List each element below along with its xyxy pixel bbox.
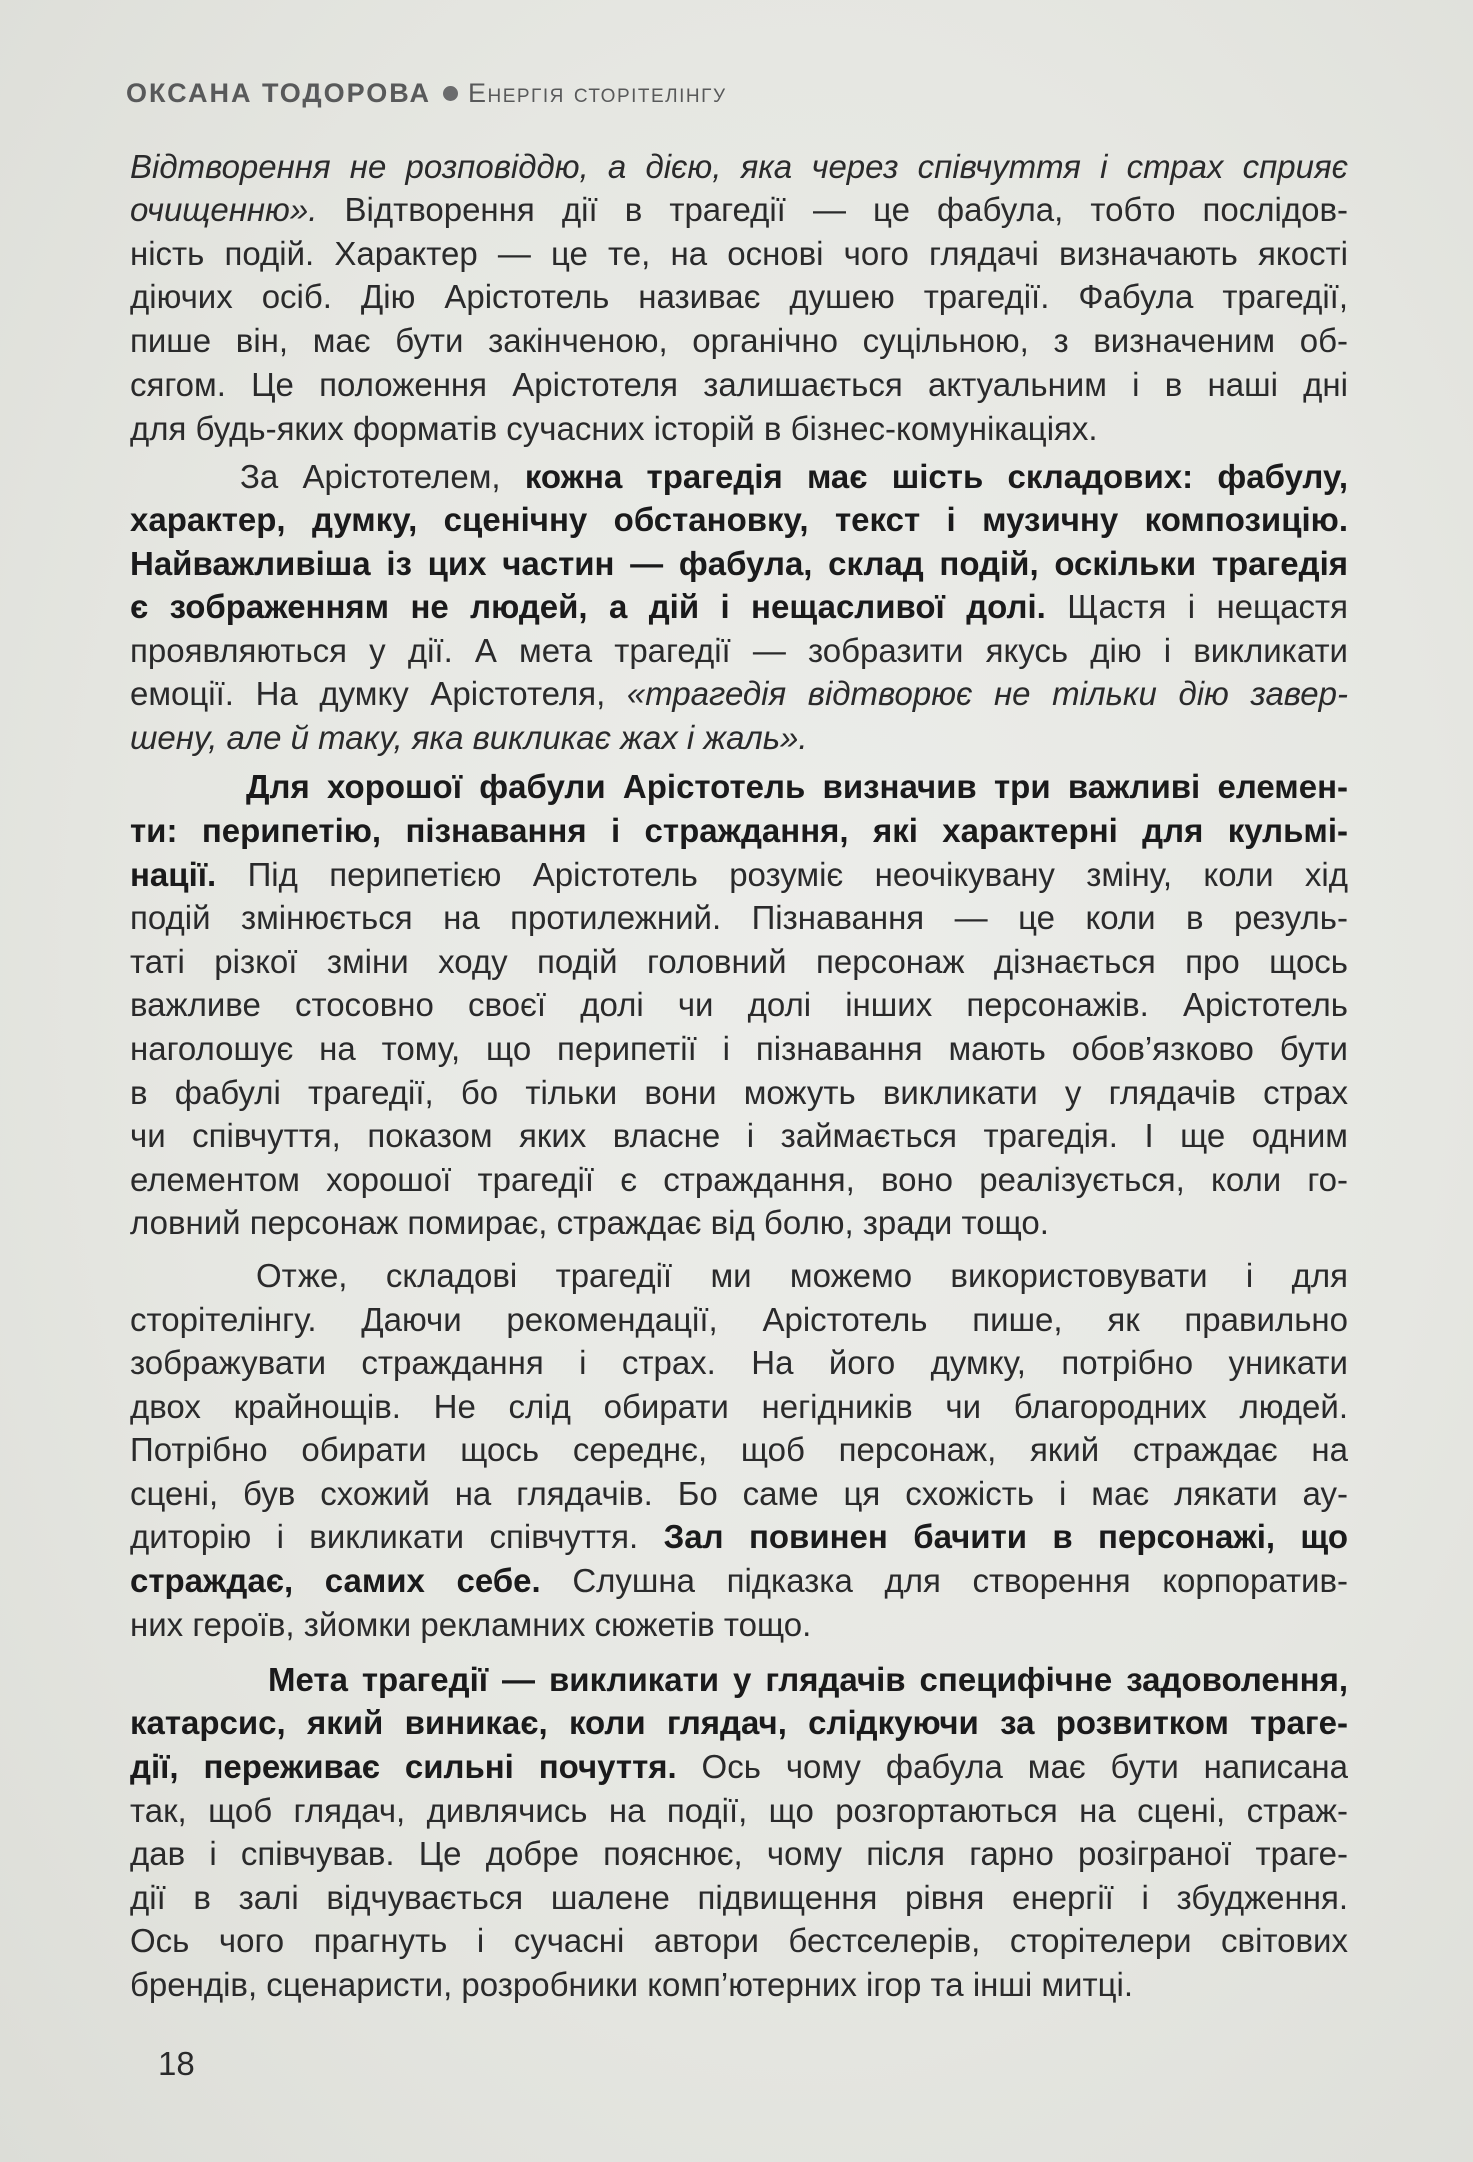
text-line [130,984,1348,1026]
text-line [130,1159,1348,1201]
text-run: емоції. На думку Арістотеля, [130,675,627,712]
text-line [130,543,1348,585]
text-run: для будь-яких форматів сучасних історій в бізнес-комунікаціях. [130,410,1098,447]
text-line [130,320,1348,362]
text-line [130,854,1348,896]
bold-text: є зображенням не людей, а дій і нещасливої долі. [130,588,1046,625]
text-run: Під перипетією Арістотель розуміє неочікувану зміну, коли хід [216,856,1348,893]
text-run: Отже, складові трагедії ми можемо використовувати і для [256,1257,1348,1294]
text-line [130,1342,1348,1384]
text-line [130,630,1348,672]
bold-text: ти: перипетію, пізнавання і страждання, які характерні для кульмі- [130,812,1348,849]
italic-text: очищенню». [130,191,318,228]
text-line [246,766,1348,808]
text-line [130,941,1348,983]
bullet-separator-icon [443,86,458,101]
text-line [130,1202,1348,1244]
text-line [130,1964,1348,2006]
text-run: Щастя і нещастя [1045,588,1349,625]
text-run: них героїв, зйомки рекламних сюжетів тощо. [130,1606,812,1643]
text-line [130,897,1348,939]
text-run: Потрібно обирати щось середнє, щоб персонаж, який страждає на [130,1431,1348,1468]
italic-text: шену, але й таку, яка викликає жах і жаль». [130,719,808,756]
bold-text: Зал повинен бачити в персонажі, що [663,1518,1348,1555]
text-line [130,1028,1348,1070]
text-line [130,146,1348,188]
bold-text: характер, думку, сценічну обстановку, текст і музичну композицію. [130,501,1348,538]
text-line [130,1833,1348,1875]
text-line [130,233,1348,275]
bold-text: Найважливіша із цих частин — фабула, склад подій, оскільки трагедія [130,545,1348,582]
text-line [130,810,1348,852]
text-run: Слушна підказка для створення корпоратив- [540,1562,1349,1599]
text-run: в фабулі трагедії, бо тільки вони можуть викликати у глядачів страх [130,1074,1348,1111]
text-line [130,1604,1348,1646]
text-line [130,1299,1348,1341]
bold-text: кожна трагедія має шість складових: фабулу, [524,458,1348,495]
text-run: ність подій. Характер — це те, на основі чого глядачі визначають якості [130,235,1348,272]
text-line [130,717,1348,759]
text-run: зображувати страждання і страх. На його думку, потрібно уникати [130,1344,1348,1381]
text-line [130,1429,1348,1471]
text-line [130,276,1348,318]
text-run: таті різкої зміни ходу подій головний персонаж дізнається про щось [130,943,1348,980]
header-book-title: Енергія сторітелінгу [467,78,727,108]
text-run: елементом хорошої трагедії є страждання, воно реалізується, коли го- [130,1161,1348,1198]
header-author: ОКСАНА ТОДОРОВА [126,78,431,108]
text-line [130,1115,1348,1157]
text-run: диторію і викликати співчуття. [130,1518,664,1555]
text-run: сцені, був схожий на глядачів. Бо саме ця схожість і має лякати ау- [130,1475,1348,1512]
text-line [130,189,1348,231]
text-line [130,1790,1348,1832]
text-line [130,1877,1348,1919]
text-run: важливе стосовно своєї долі чи долі інших персонажів. Арістотель [130,986,1348,1023]
text-line [130,499,1348,541]
text-run: Ось чого прагнуть і сучасні автори бестселерів, сторітелери світових [130,1922,1348,1959]
running-header [126,76,727,110]
text-run: двох крайнощів. Не слід обирати негідників чи благородних людей. [130,1388,1348,1425]
text-run: діючих осіб. Дію Арістотель називає душею трагедії. Фабула трагедії, [130,278,1348,315]
bold-text: нації. [130,856,217,893]
text-run: проявляються у дії. А мета трагедії — зобразити якусь дію і викликати [130,632,1348,669]
text-line [130,1072,1348,1114]
text-run: брендів, сценаристи, розробники комп’ютерних ігор та інші митці. [130,1966,1133,2003]
text-run: сторітелінгу. Даючи рекомендації, Арістотель пише, як правильно [130,1301,1348,1338]
text-line [130,1560,1348,1602]
page-number: 18 [158,2045,195,2082]
text-run: наголошує на тому, що перипетії і пізнавання мають обов’язково бути [130,1030,1348,1067]
text-run: ловний персонаж помирає, страждає від болю, зради тощо. [130,1204,1049,1241]
text-run: пише він, має бути закінченою, органічно суцільною, з визначеним об- [130,322,1348,359]
text-run: За Арістотелем, [240,458,525,495]
text-line [130,1516,1348,1558]
text-run: дав і співчував. Це добре пояснює, чому після гарно розіграної траге- [130,1835,1348,1872]
text-line [130,1386,1348,1428]
text-line [268,1659,1348,1701]
bold-text: страждає, самих себе. [130,1562,541,1599]
text-run: сягом. Це положення Арістотеля залишається актуальним і в наші дні [130,366,1348,403]
bold-text: катарсис, який виникає, коли глядач, слідкуючи за розвитком траге- [130,1704,1348,1741]
text-line [130,1746,1348,1788]
italic-text: Відтворення не розповіддю, а дією, яка через співчуття і страх сприяє [130,148,1348,185]
bold-text: Для хорошої фабули Арістотель визначив три важливі елемен- [246,768,1348,805]
text-line [130,408,1348,450]
text-line [130,1920,1348,1962]
text-line [130,364,1348,406]
text-line [256,1255,1348,1297]
text-line [240,456,1348,498]
text-run: Ось чому фабула має бути написана [676,1748,1348,1785]
text-run: чи співчуття, показом яких власне і займається трагедія. І ще одним [130,1117,1348,1154]
text-run: подій змінюється на протилежний. Пізнавання — це коли в резуль- [130,899,1348,936]
bold-text: Мета трагедії — викликати у глядачів специфічне задоволення, [268,1661,1348,1698]
text-line [130,1473,1348,1515]
text-run: дії в залі відчувається шалене підвищення рівня енергії і збудження. [130,1879,1348,1916]
text-run: так, щоб глядач, дивлячись на події, що розгортаються на сцені, страж- [130,1792,1348,1829]
text-line [130,673,1348,715]
italic-text: «трагедія відтворює не тільки дію завер- [626,675,1348,712]
bold-text: дії, переживає сильні почуття. [130,1748,677,1785]
text-line [130,1702,1348,1744]
text-line [130,586,1348,628]
text-run: Відтворення дії в трагедії — це фабула, тобто послідов- [317,191,1348,228]
